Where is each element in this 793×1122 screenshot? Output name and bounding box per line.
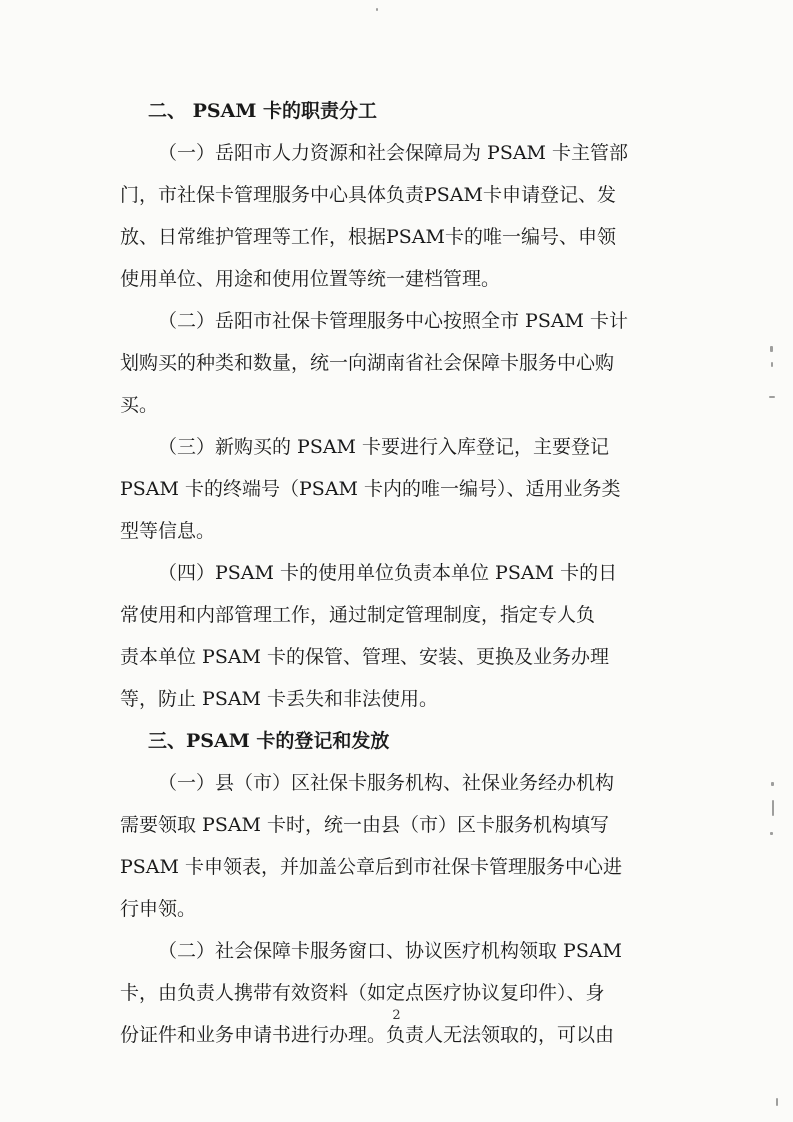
paragraph-line: （二）岳阳市社保卡管理服务中心按照全市 PSAM 卡计 [158,310,629,332]
paragraph-line: （二）社会保障卡服务窗口、协议医疗机构领取 PSAM [158,940,623,962]
paragraph [120,132,680,300]
scan-mark [772,800,774,816]
paragraph-line: 放、日常维护管理等工作，根据PSAM卡的唯一编号、申领 [120,226,616,248]
paragraph-line: 门，市社保卡管理服务中心具体负责PSAM卡申请登记、发 [120,184,616,206]
paragraph [120,426,680,552]
paragraph-line: PSAM 卡申领表，并加盖公章后到市社保卡管理服务中心进 [120,856,623,878]
scan-mark [771,782,774,786]
paragraph-line: 常使用和内部管理工作，通过制定管理制度，指定专人负 [120,604,596,626]
paragraph-line: PSAM 卡的终端号（PSAM 卡内的唯一编号）、适用业务类 [120,478,621,500]
paragraph-line: 卡，由负责人携带有效资料（如定点医疗协议复印件）、身 [120,982,605,1004]
paragraph-line: 责本单位 PSAM 卡的保管、管理、安装、更换及业务办理 [120,646,610,668]
paragraph-line: （一）县（市）区社保卡服务机构、社保业务经办机构 [158,772,615,794]
paragraph-line: 型等信息。 [120,520,216,542]
paragraph-line: 使用单位、用途和使用位置等统一建档管理。 [120,268,501,290]
paragraph-line: （四）PSAM 卡的使用单位负责本单位 PSAM 卡的日 [158,562,618,584]
paragraph-line: 行申领。 [120,898,197,920]
paragraph-line: （三）新购买的 PSAM 卡要进行入库登记，主要登记 [158,436,610,458]
paragraph [120,762,680,930]
paragraph [120,930,680,1056]
section-heading: 三、PSAM 卡的登记和发放 [148,730,390,752]
scan-mark [776,1098,778,1106]
paragraph-line: 买。 [120,394,159,416]
paragraph-line: 需要领取 PSAM 卡时，统一由县（市）区卡服务机构填写 [120,814,610,836]
paragraph-line: 份证件和业务申请书进行办理。负责人无法领取的，可以由 [120,1024,615,1046]
document-body [120,90,680,1056]
section-heading: 二、 PSAM 卡的职责分工 [148,100,378,122]
paragraph [120,300,680,426]
paragraph-line: （一）岳阳市人力资源和社会保障局为 PSAM 卡主管部 [158,142,629,164]
paragraph [120,552,680,720]
paragraph-line: 等，防止 PSAM 卡丢失和非法使用。 [120,688,439,710]
scan-mark [770,346,773,352]
scan-mark [771,362,773,367]
paragraph-line: 划购买的种类和数量，统一向湖南省社会保障卡服务中心购 [120,352,615,374]
page-number: 2 [392,1008,401,1023]
scan-mark [769,396,775,398]
scan-mark [770,832,773,835]
scan-mark [376,8,378,11]
